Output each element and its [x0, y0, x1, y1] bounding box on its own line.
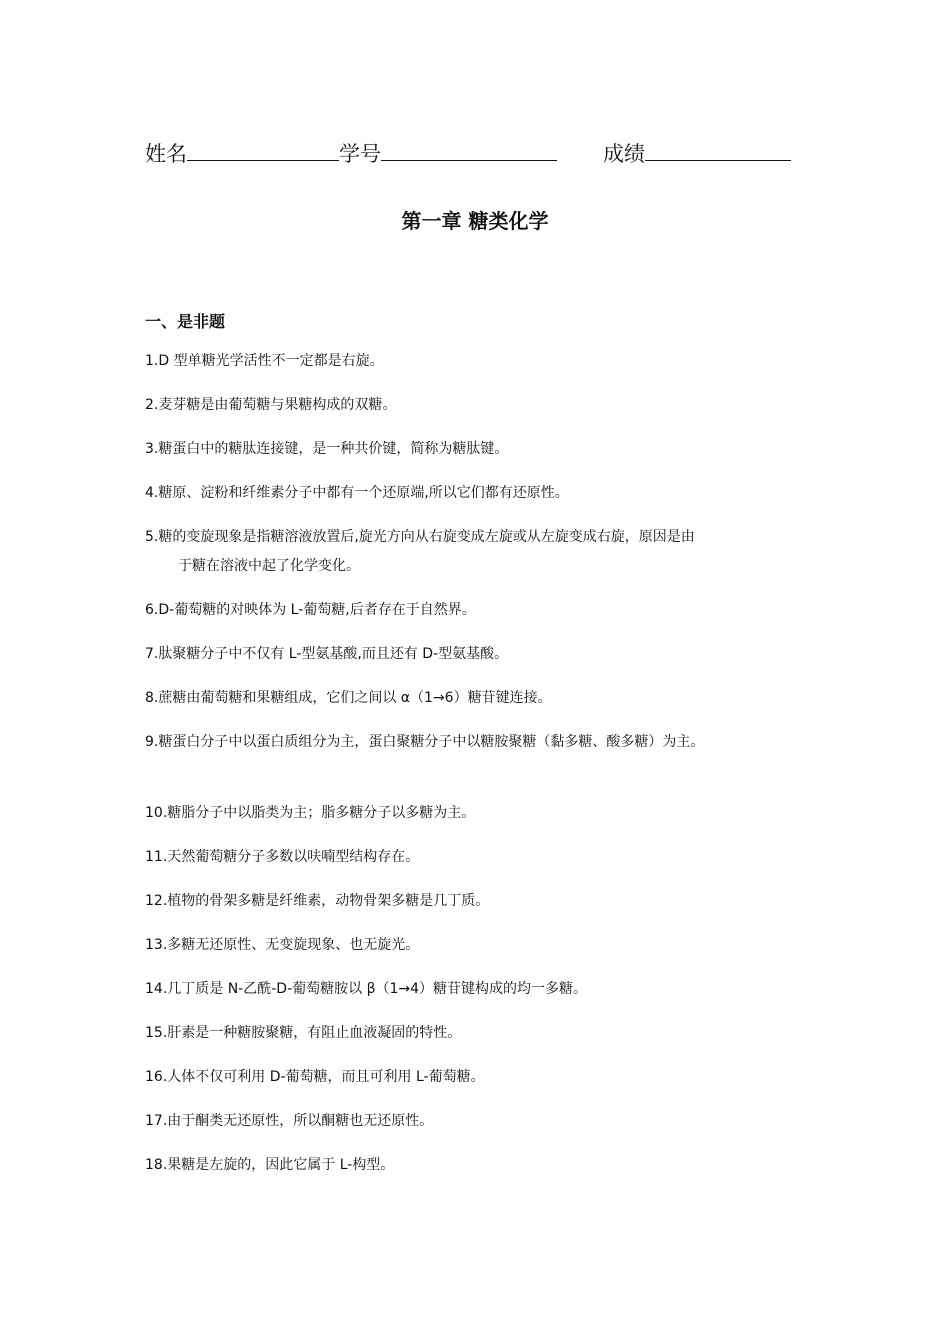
- question-5-text: 5.糖的变旋现象是指糖溶液放置后,旋光方向从右旋变成左旋或从左旋变成右旋，原因是由: [145, 529, 695, 545]
- question-9: 9.糖蛋白分子中以蛋白质组分为主，蛋白聚糖分子中以糖胺聚糖（黏多糖、酸多糖）为主。: [145, 734, 705, 750]
- question-14: 14.几丁质是 N-乙酰-D-葡萄糖胺以 β（1→4）糖苷键构成的均一多糖。: [145, 981, 588, 997]
- question-13: 13.多糖无还原性、无变旋现象、也无旋光。: [145, 937, 420, 953]
- question-4: 4.糖原、淀粉和纤维素分子中都有一个还原端,所以它们都有还原性。: [145, 485, 569, 501]
- question-2: 2.麦芽糖是由葡萄糖与果糖构成的双糖。: [145, 397, 397, 413]
- question-18: 18.果糖是左旋的，因此它属于 L-构型。: [145, 1157, 395, 1173]
- name-field[interactable]: [187, 138, 339, 161]
- question-12: 12.植物的骨架多糖是纤维素，动物骨架多糖是几丁质。: [145, 893, 490, 909]
- question-3: 3.糖蛋白中的糖肽连接键，是一种共价键，简称为糖肽键。: [145, 441, 509, 457]
- name-label: 姓名: [145, 142, 187, 166]
- question-17: 17.由于酮类无还原性，所以酮糖也无还原性。: [145, 1113, 434, 1129]
- student-id-label: 学号: [339, 142, 381, 166]
- question-1: 1.D 型单糖光学活性不一定都是右旋。: [145, 353, 384, 369]
- question-7: 7.肽聚糖分子中不仅有 L-型氨基酸,而且还有 D-型氨基酸。: [145, 646, 509, 662]
- score-field[interactable]: [645, 138, 791, 161]
- question-6: 6.D-葡萄糖的对映体为 L-葡萄糖,后者存在于自然界。: [145, 602, 476, 618]
- question-8: 8.蔗糖由葡萄糖和果糖组成，它们之间以 α（1→6）糖苷键连接。: [145, 690, 552, 706]
- score-label: 成绩: [603, 142, 645, 166]
- student-id-field[interactable]: [381, 138, 557, 161]
- question-10: 10.糖脂分子中以脂类为主；脂多糖分子以多糖为主。: [145, 805, 476, 821]
- student-info-line: [145, 138, 791, 168]
- question-5: [145, 527, 810, 576]
- section-title: 一、是非题: [145, 312, 226, 331]
- chapter-title: 第一章 糖类化学: [401, 209, 549, 233]
- question-11: 11.天然葡萄糖分子多数以呋喃型结构存在。: [145, 849, 420, 865]
- question-16: 16.人体不仅可利用 D-葡萄糖，而且可利用 L-葡萄糖。: [145, 1069, 485, 1085]
- question-15: 15.肝素是一种糖胺聚糖，有阻止血液凝固的特性。: [145, 1025, 462, 1041]
- question-5-continuation: 于糖在溶液中起了化学变化。: [178, 558, 360, 574]
